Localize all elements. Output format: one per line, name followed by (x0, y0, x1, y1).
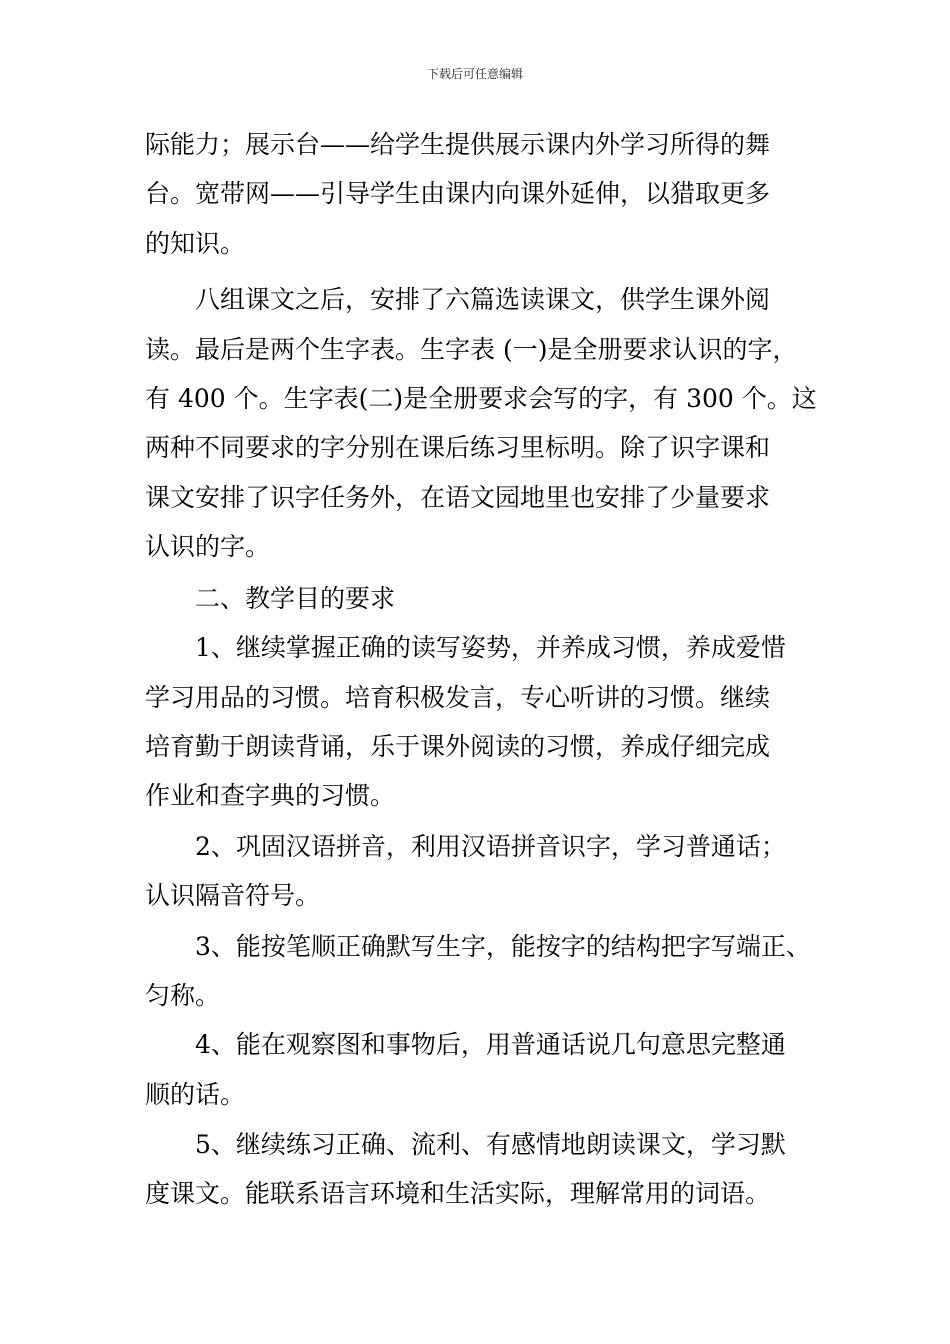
text-line: 学习用品的习惯。培育积极发言，专心听讲的习惯。继续 (145, 683, 771, 712)
section-heading: 二、教学目的要求 (195, 584, 396, 613)
text-line: 5、继续练习正确、流利、有感情地朗读课文，学习默 (195, 1130, 786, 1159)
text-line: 匀称。 (145, 981, 221, 1010)
text-line: 有 400 个。生字表(二)是全册要求会写的字，有 300 个。这 (145, 384, 817, 413)
text-line: 4、能在观察图和事物后，用普通话说几句意思完整通 (195, 1030, 786, 1059)
text-line: 培育勤于朗读背诵，乐于课外阅读的习惯，养成仔细完成 (145, 732, 771, 761)
text-line: 课文安排了识字任务外，在语文园地里也安排了少量要求 (145, 483, 771, 512)
text-line: 认识隔音符号。 (145, 881, 321, 910)
text-line: 1、继续掌握正确的读写姿势，并养成习惯，养成爱惜 (195, 633, 786, 662)
text-line: 3、能按笔顺正确默写生字，能按字的结构把字写端正、 (195, 932, 811, 961)
text-line: 读。最后是两个生字表。生字表 (一)是全册要求认识的字， (145, 335, 798, 364)
page-header: 下载后可任意编辑 (426, 67, 523, 81)
text-line: 2、巩固汉语拼音，利用汉语拼音识字，学习普通话； (195, 832, 786, 861)
text-line: 顺的话。 (145, 1080, 246, 1109)
text-line: 台。宽带网——引导学生由课内向课外延伸，以猎取更多 (145, 179, 771, 208)
text-line: 的知识。 (145, 229, 246, 258)
text-line: 作业和查字典的习惯。 (145, 781, 396, 810)
text-line: 际能力；展示台——给学生提供展示课内外学习所得的舞 (145, 130, 771, 159)
text-line: 八组课文之后，安排了六篇选读课文，供学生课外阅 (195, 285, 771, 314)
text-line: 两种不同要求的字分别在课后练习里标明。除了识字课和 (145, 433, 771, 462)
text-line: 度课文。能联系语言环境和生活实际，理解常用的词语。 (145, 1179, 771, 1208)
text-line: 认识的字。 (145, 532, 271, 561)
